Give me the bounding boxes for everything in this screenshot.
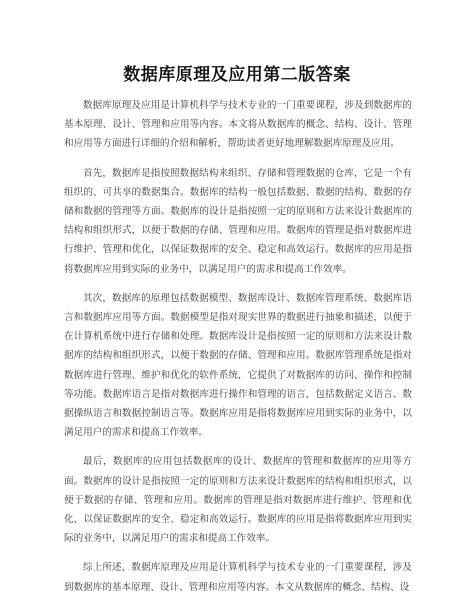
document-title: 数据库原理及应用第二版答案	[123, 65, 351, 85]
paragraph-first: 首先，数据库是指按照数据结构来组织、存储和管理数据的仓库，它是一个有组织的、可共享的数据集合。数据库的结构一般包括数据、数据的结构、数据的存储和数据的管理等方面。数据库的设计是指按照一定的原则和方法来设计数据库的结构和组织形式，以便于数据的存储、管理和应用。数据库的管理是指对数据库进行维护、管理和优化，以保证数据库的安全、稳定和高效运行。数据库的应用是指将数据库应用到实际的业务中，以满足用户的需求和提高工作效率。	[64, 167, 412, 275]
paragraph-summary: 综上所述，数据库原理及应用是计算机科学与技术专业的一门重要课程，涉及到数据库的基本原理、设计、管理和应用等内容。本文从数据库的概念、结构、设	[64, 562, 412, 593]
paragraph-intro: 数据库原理及应用是计算机科学与技术专业的一门重要课程，涉及到数据库的基本原理、设计、管理和应用等内容。本文将从数据库的概念、结构、设计、管理和应用等方面进行详细的介绍和解析，帮助读者更好地理解数据库原理及应用。	[64, 100, 412, 150]
paragraph-last: 最后，数据库的应用包括数据库的设计、数据库的管理和数据库的应用等方面。数据库的设计是指按照一定的原则和方法来设计数据库的结构和组织形式，以便于数据的存储、管理和应用。数据库的管理是指对数据库进行维护、管理和优化，以保证数据库的安全、稳定和高效运行。数据库的应用是指将数据库应用到实际的业务中，以满足用户的需求和提高工作效率。	[64, 456, 412, 545]
document-body	[64, 96, 412, 607]
paragraph-second: 其次，数据库的原理包括数据模型、数据库设计、数据库管理系统、数据库语言和数据库应用等方面。数据模型是指对现实世界的数据进行抽象和描述，以便于在计算机系统中进行存储和处理。数据库设计是指按照一定的原则和方法来设计数据库的结构和组织形式，以便于数据的存储、管理和应用。数据库管理系统是指对数据库进行管理、维护和优化的软件系统，它提供了对数据库的访问、操作和控制等功能。数据库语言是指对数据库进行操作和管理的语言，包括数据定义语言、数据操纵语言和数据控制语言等。数据库应用是指将数据库应用到实际的业务中，以满足用户的需求和提高工作效率。	[64, 292, 412, 439]
